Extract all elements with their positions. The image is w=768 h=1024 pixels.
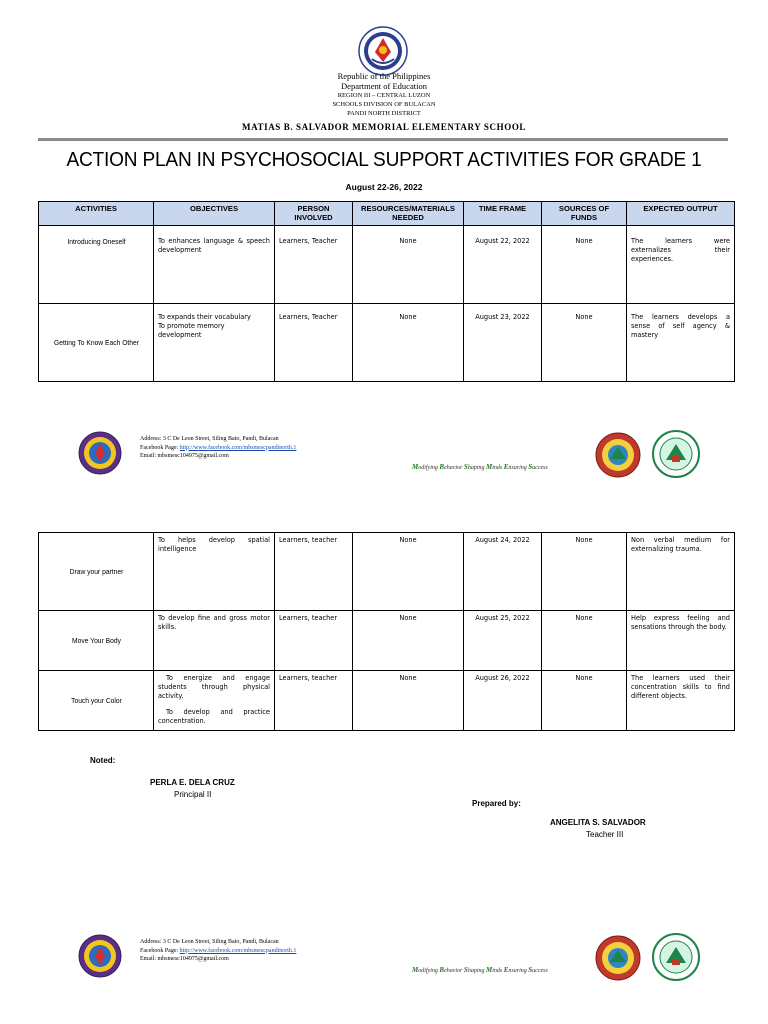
motto-initial: M	[412, 966, 419, 974]
funds-cell: None	[542, 611, 627, 671]
objective-text: To develop and practice concentration.	[158, 707, 270, 725]
noted-label: Noted:	[90, 756, 116, 765]
resources-cell: None	[353, 304, 464, 382]
timeframe-cell: August 26, 2022	[464, 671, 542, 731]
motto-word: uccess	[532, 968, 548, 974]
objective-text: To develop fine and gross motor skills.	[158, 614, 270, 631]
table-row	[39, 611, 735, 671]
objective-text: To enhances language & speech development	[158, 237, 270, 254]
activity-cell: Getting To Know Each Other	[43, 304, 149, 382]
column-header: OBJECTIVES	[154, 202, 275, 226]
motto-word: haping	[467, 465, 486, 471]
noted-name: PERLA E. DELA CRUZ	[150, 778, 235, 787]
objective-cell	[154, 226, 275, 304]
activity-cell: Introducing Oneself	[43, 226, 149, 304]
person-cell: Learners, teacher	[275, 671, 353, 731]
facebook-link[interactable]: http://www.facebook.com/mbsmescpandinorth.1	[179, 947, 297, 954]
facebook-link[interactable]: http://www.facebook.com/mbsmescpandinorth.1	[179, 444, 297, 451]
person-cell: Learners, teacher	[275, 533, 353, 611]
footer-facebook-label: Facebook Page:	[140, 444, 180, 451]
table-header-row	[39, 202, 735, 226]
district-seal-icon	[595, 432, 641, 478]
motto-initial: S	[528, 463, 533, 471]
activity-cell: Draw your partner	[43, 533, 149, 611]
table-row	[39, 671, 735, 731]
date-range: August 22-26, 2022	[345, 182, 423, 192]
deped-seal-icon	[358, 26, 408, 76]
header-rule	[38, 138, 728, 141]
column-header: PERSON INVOLVED	[275, 202, 353, 226]
output-cell: Non verbal medium for externalizing trauma.	[627, 533, 735, 611]
motto-initial: S	[463, 966, 468, 974]
motto-word: nsuring	[508, 465, 529, 471]
table-row	[39, 226, 735, 304]
resources-cell: None	[353, 226, 464, 304]
objective-text: To expands their vocabulary	[158, 313, 251, 321]
footer-facebook	[140, 444, 440, 453]
resources-cell: None	[353, 671, 464, 731]
motto-initial: M	[485, 463, 493, 471]
funds-cell: None	[542, 533, 627, 611]
motto-word: haping	[467, 968, 486, 974]
funds-cell: None	[542, 226, 627, 304]
timeframe-cell: August 24, 2022	[464, 533, 542, 611]
motto-initial: E	[503, 966, 509, 974]
resources-cell: None	[353, 533, 464, 611]
school-motto	[412, 463, 548, 471]
school-motto	[412, 966, 548, 974]
objective-cell	[154, 611, 275, 671]
motto-word: odifying	[418, 968, 440, 974]
timeframe-cell: August 25, 2022	[464, 611, 542, 671]
footer-address: Address: 3 C De Leon Street, Siling Bato, Pandi, Bulacan	[140, 436, 279, 442]
prepared-label: Prepared by:	[472, 799, 521, 808]
motto-initial: B	[439, 966, 445, 974]
output-cell: The learners were externalizes their experiences.	[627, 226, 735, 304]
footer-address: Address: 3 C De Leon Street, Siling Bato, Pandi, Bulacan	[140, 939, 279, 945]
motto-word: ehavior	[444, 465, 464, 471]
page-title: ACTION PLAN IN PSYCHOSOCIAL SUPPORT ACTIVITIES FOR GRADE 1	[66, 148, 702, 171]
objective-text: To energize and engage students through physical activity.	[158, 674, 270, 700]
motto-initial: M	[485, 966, 493, 974]
motto-initial: S	[463, 463, 468, 471]
header-department: Department of Education	[341, 81, 427, 91]
funds-cell: None	[542, 671, 627, 731]
school-seal-icon	[78, 431, 122, 475]
header-division: SCHOOLS DIVISION OF BULACAN	[332, 101, 436, 108]
municipal-seal-icon	[652, 430, 700, 478]
person-cell: Learners, teacher	[275, 611, 353, 671]
motto-word: ehavior	[444, 968, 464, 974]
prepared-name: ANGELITA S. SALVADOR	[550, 818, 646, 827]
noted-title: Principal II	[174, 790, 212, 799]
output-cell: Help express feeling and sensations through the body.	[627, 611, 735, 671]
column-header: SOURCES OF FUNDS	[542, 202, 627, 226]
footer-facebook-label: Facebook Page:	[140, 947, 180, 954]
footer-contact	[140, 938, 440, 964]
header-republic: Republic of the Philippines	[337, 71, 431, 81]
header-school: MATIAS B. SALVADOR MEMORIAL ELEMENTARY SCHOOL	[241, 122, 527, 132]
footer-facebook	[140, 947, 440, 956]
header-region: REGION III – CENTRAL LUZON	[337, 92, 431, 99]
header-district: PANDI NORTH DISTRICT	[347, 110, 421, 117]
objective-cell	[154, 533, 275, 611]
motto-initial: B	[439, 463, 445, 471]
motto-initial: E	[503, 463, 509, 471]
school-seal-icon	[78, 934, 122, 978]
resources-cell: None	[353, 611, 464, 671]
footer-contact	[140, 435, 440, 461]
footer-email: Email: mbsmesc104975@gmail.com	[140, 453, 229, 460]
activity-cell: Move Your Body	[43, 611, 149, 671]
motto-initial: M	[412, 463, 419, 471]
motto-word: uccess	[532, 465, 548, 471]
motto-initial: S	[528, 966, 533, 974]
municipal-seal-icon	[652, 933, 700, 981]
action-plan-table	[38, 201, 735, 382]
column-header: ACTIVITIES	[39, 202, 154, 226]
motto-word: inds	[492, 465, 504, 471]
objective-cell	[154, 671, 275, 731]
person-cell: Learners, Teacher	[275, 226, 353, 304]
funds-cell: None	[542, 304, 627, 382]
timeframe-cell: August 22, 2022	[464, 226, 542, 304]
column-header: EXPECTED OUTPUT	[627, 202, 735, 226]
objective-cell	[154, 304, 275, 382]
objective-text: To helps develop spatial intelligence	[158, 536, 270, 553]
prepared-title: Teacher III	[586, 830, 624, 839]
table-row	[39, 304, 735, 382]
footer-email: Email: mbsmesc104975@gmail.com	[140, 956, 229, 963]
output-cell: The learners used their concentration skills to find different objects.	[627, 671, 735, 731]
timeframe-cell: August 23, 2022	[464, 304, 542, 382]
action-plan-table-continued	[38, 532, 735, 731]
table-row	[39, 533, 735, 611]
output-cell: The learners develops a sense of self agency & mastery	[627, 304, 735, 382]
objective-text: To promote memory development	[158, 321, 225, 339]
person-cell: Learners, Teacher	[275, 304, 353, 382]
activity-cell: Touch your Color	[43, 671, 149, 731]
district-seal-icon	[595, 935, 641, 981]
motto-word: odifying	[418, 465, 440, 471]
column-header: TIME FRAME	[464, 202, 542, 226]
column-header: RESOURCES/MATERIALS NEEDED	[353, 202, 464, 226]
motto-word: nsuring	[508, 968, 529, 974]
motto-word: inds	[492, 968, 504, 974]
